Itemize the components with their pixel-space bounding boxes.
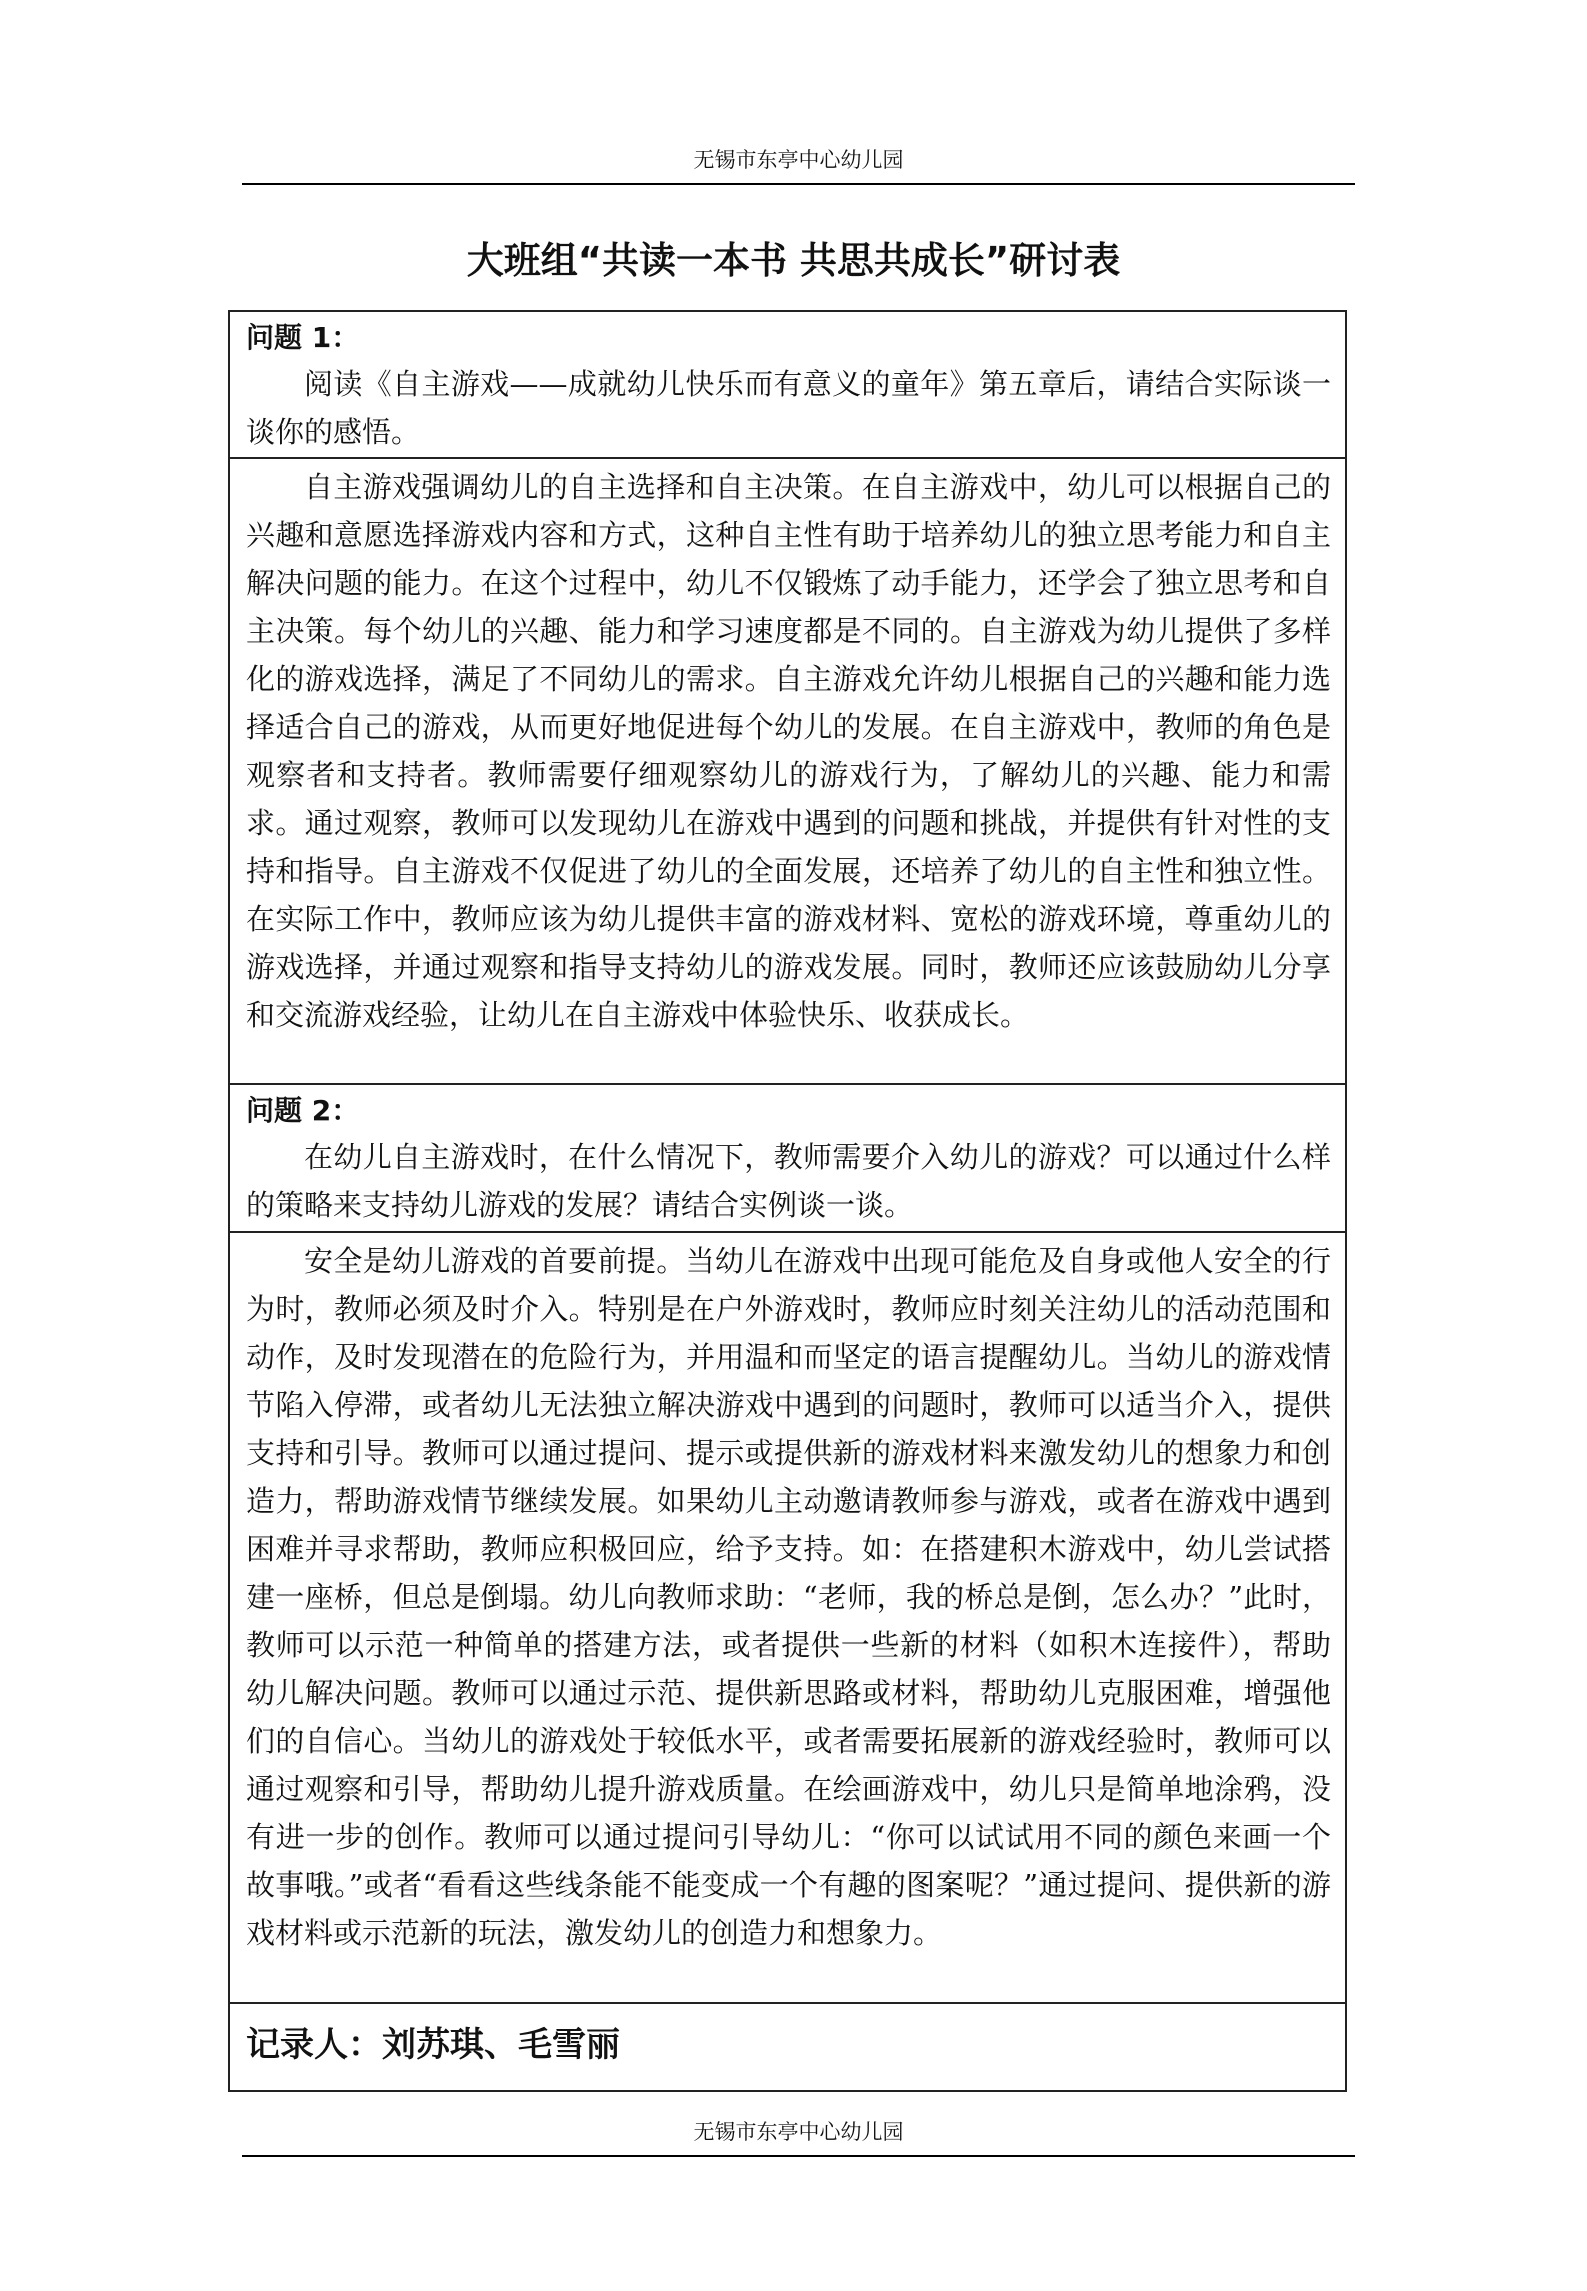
question-2-label: 问题 2： (246, 1094, 360, 1127)
question-2-cell (230, 1085, 1345, 1233)
answer-2-text: 安全是幼儿游戏的首要前提。当幼儿在游戏中出现可能危及自身或他人安全的行为时，教师必须及时介入。特别是在户外游戏时，教师应时刻关注幼儿的活动范围和动作，及时发现潜在的危险行为，并用温和而坚定的语言提醒幼儿。当幼儿的游戏情节陷入停滞，或者幼儿无法独立解决游戏中遇到的问题时，教师可以适当介入，提供支持和引导。教师可以通过提问、提示或提供新的游戏材料来激发幼儿的想象力和创造力，帮助游戏情节继续发展。如果幼儿主动邀请教师参与游戏，或者在游戏中遇到困难并寻求帮助，教师应积极回应，给予支持。如：在搭建积木游戏中，幼儿尝试搭建一座桥，但总是倒塌。幼儿向教师求助：“老师，我的桥总是倒，怎么办？”此时，教师可以示范一种简单的搭建方法，或者提供一些新的材料（如积木连接件），帮助幼儿解决问题。教师可以通过示范、提供新思路或材料，帮助幼儿克服困难，增强他们的自信心。当幼儿的游戏处于较低水平，或者需要拓展新的游戏经验时，教师可以通过观察和引导，帮助幼儿提升游戏质量。在绘画游戏中，幼儿只是简单地涂鸦，没有进一步的创作。教师可以通过提问引导幼儿：“你可以试试用不同的颜色来画一个故事哦。”或者“看看这些线条能不能变成一个有趣的图案呢？”通过提问、提供新的游戏材料或示范新的玩法，激发幼儿的创造力和想象力。 (230, 1233, 1345, 2004)
page-title: 大班组“共读一本书 共思共成长”研讨表 (466, 239, 1121, 282)
answer-1-text: 自主游戏强调幼儿的自主选择和自主决策。在自主游戏中，幼儿可以根据自己的兴趣和意愿选择游戏内容和方式，这种自主性有助于培养幼儿的独立思考能力和自主解决问题的能力。在这个过程中，幼儿不仅锻炼了动手能力，还学会了独立思考和自主决策。每个幼儿的兴趣、能力和学习速度都是不同的。自主游戏为幼儿提供了多样化的游戏选择，满足了不同幼儿的需求。自主游戏允许幼儿根据自己的兴趣和能力选择适合自己的游戏，从而更好地促进每个幼儿的发展。在自主游戏中，教师的角色是观察者和支持者。教师需要仔细观察幼儿的游戏行为，了解幼儿的兴趣、能力和需求。通过观察，教师可以发现幼儿在游戏中遇到的问题和挑战，并提供有针对性的支持和指导。自主游戏不仅促进了幼儿的全面发展，还培养了幼儿的自主性和独立性。在实际工作中，教师应该为幼儿提供丰富的游戏材料、宽松的游戏环境，尊重幼儿的游戏选择，并通过观察和指导支持幼儿的游戏发展。同时，教师还应该鼓励幼儿分享和交流游戏经验，让幼儿在自主游戏中体验快乐、收获成长。 (230, 459, 1345, 1085)
question-1-cell (230, 312, 1345, 459)
page-footer: 无锡市东亭中心幼儿园 (242, 2112, 1355, 2157)
page-header: 无锡市东亭中心幼儿园 (242, 140, 1355, 185)
question-2-prompt: 在幼儿自主游戏时，在什么情况下，教师需要介入幼儿的游戏？可以通过什么样的策略来支持幼儿游戏的发展？请结合实例谈一谈。 (246, 1140, 1331, 1222)
recorder-line: 记录人：刘苏琪、毛雪丽 (246, 2025, 620, 2065)
question-1-label: 问题 1： (246, 321, 360, 354)
discussion-table (228, 310, 1347, 2092)
question-1-prompt: 阅读《自主游戏——成就幼儿快乐而有意义的童年》第五章后，请结合实际谈一谈你的感悟。 (246, 367, 1331, 449)
